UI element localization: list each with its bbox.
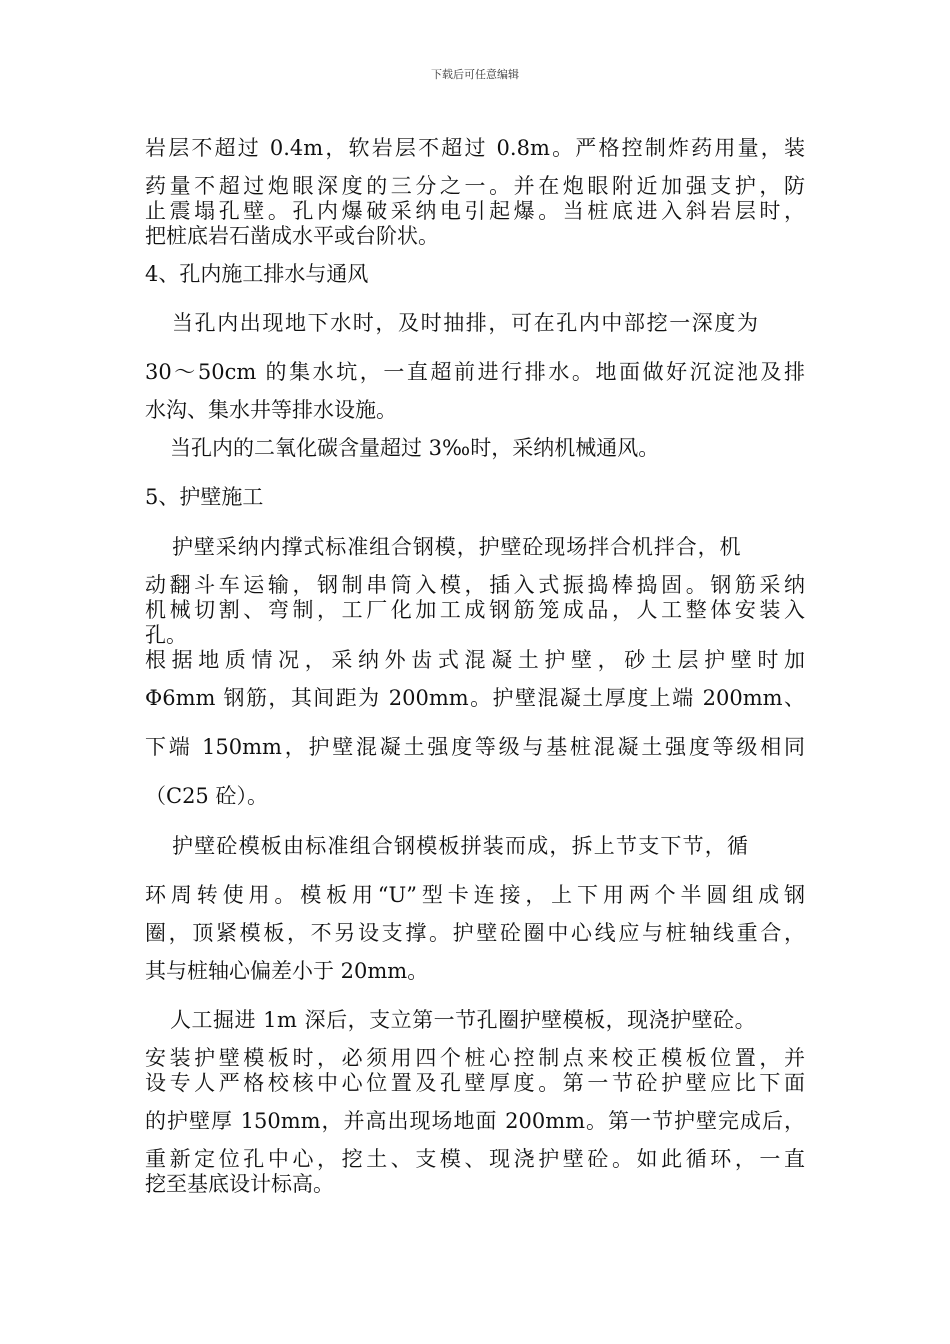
text-line: 下端 150mm，护壁混凝土强度等级与基桩混凝土强度等级相同 bbox=[145, 735, 805, 759]
text-line: 设专人严格校核中心位置及孔壁厚度。第一节砼护壁应比下面 bbox=[145, 1071, 805, 1095]
text-line: 根据地质情况，采纳外齿式混凝土护壁，砂土层护壁时加 bbox=[145, 648, 805, 672]
text-line: 的护壁厚 150mm，并高出现场地面 200mm。第一节护壁完成后， bbox=[145, 1109, 805, 1133]
text-line: 当孔内的二氧化碳含量超过 3‰时，采纳机械通风。 bbox=[170, 436, 660, 460]
section-heading: 4、孔内施工排水与通风 bbox=[145, 262, 369, 286]
section-heading: 5、护壁施工 bbox=[145, 485, 264, 509]
text-line: 水沟、集水井等排水设施。 bbox=[145, 398, 397, 422]
text-line: 把桩底岩石凿成水平或台阶状。 bbox=[145, 224, 439, 248]
text-line: 人工掘进 1m 深后，支立第一节孔圈护壁模板，现浇护壁砼。 bbox=[170, 1008, 757, 1032]
page-header: 下载后可任意编辑 bbox=[431, 68, 519, 81]
text-line: 其与桩轴心偏差小于 20mm。 bbox=[145, 959, 429, 983]
text-line: 止震塌孔壁。孔内爆破采纳电引起爆。当桩底进入斜岩层时， bbox=[145, 199, 805, 223]
text-line: 孔。 bbox=[145, 623, 187, 647]
text-line: 挖至基底设计标高。 bbox=[145, 1172, 334, 1196]
text-line: 当孔内出现地下水时，及时抽排，可在孔内中部挖一深度为 bbox=[172, 311, 760, 335]
text-line: 护壁采纳内撑式标准组合钢模，护壁砼现场拌合机拌合，机 bbox=[172, 535, 742, 559]
text-line: 药量不超过炮眼深度的三分之一。并在炮眼附近加强支护，防 bbox=[145, 174, 805, 198]
text-line: 动翻斗车运输，钢制串筒入模，插入式振捣棒捣固。钢筋采纳 bbox=[145, 573, 805, 597]
text-line: 环周转使用。模板用“U”型卡连接，上下用两个半圆组成钢 bbox=[145, 883, 805, 907]
text-line: 安装护壁模板时，必须用四个桩心控制点来校正模板位置，并 bbox=[145, 1046, 805, 1070]
text-line: 机械切割、弯制，工厂化加工成钢筋笼成品，人工整体安装入 bbox=[145, 598, 805, 622]
text-line: （C25 砼）。 bbox=[145, 784, 268, 808]
text-line: 30～50cm 的集水坑，一直超前进行排水。地面做好沉淀池及排 bbox=[145, 360, 805, 384]
text-line: 圈，顶紧模板，不另设支撑。护壁砼圈中心线应与桩轴线重合， bbox=[145, 921, 805, 945]
text-line: 护壁砼模板由标准组合钢模板拼装而成，拆上节支下节，循 bbox=[172, 834, 750, 858]
text-line: Φ6mm 钢筋，其间距为 200mm。护壁混凝土厚度上端 200mm、 bbox=[145, 686, 805, 710]
text-line: 岩层不超过 0.4m，软岩层不超过 0.8m。严格控制炸药用量，装 bbox=[145, 136, 805, 160]
text-line: 重新定位孔中心，挖土、支模、现浇护壁砼。如此循环，一直 bbox=[145, 1147, 805, 1171]
